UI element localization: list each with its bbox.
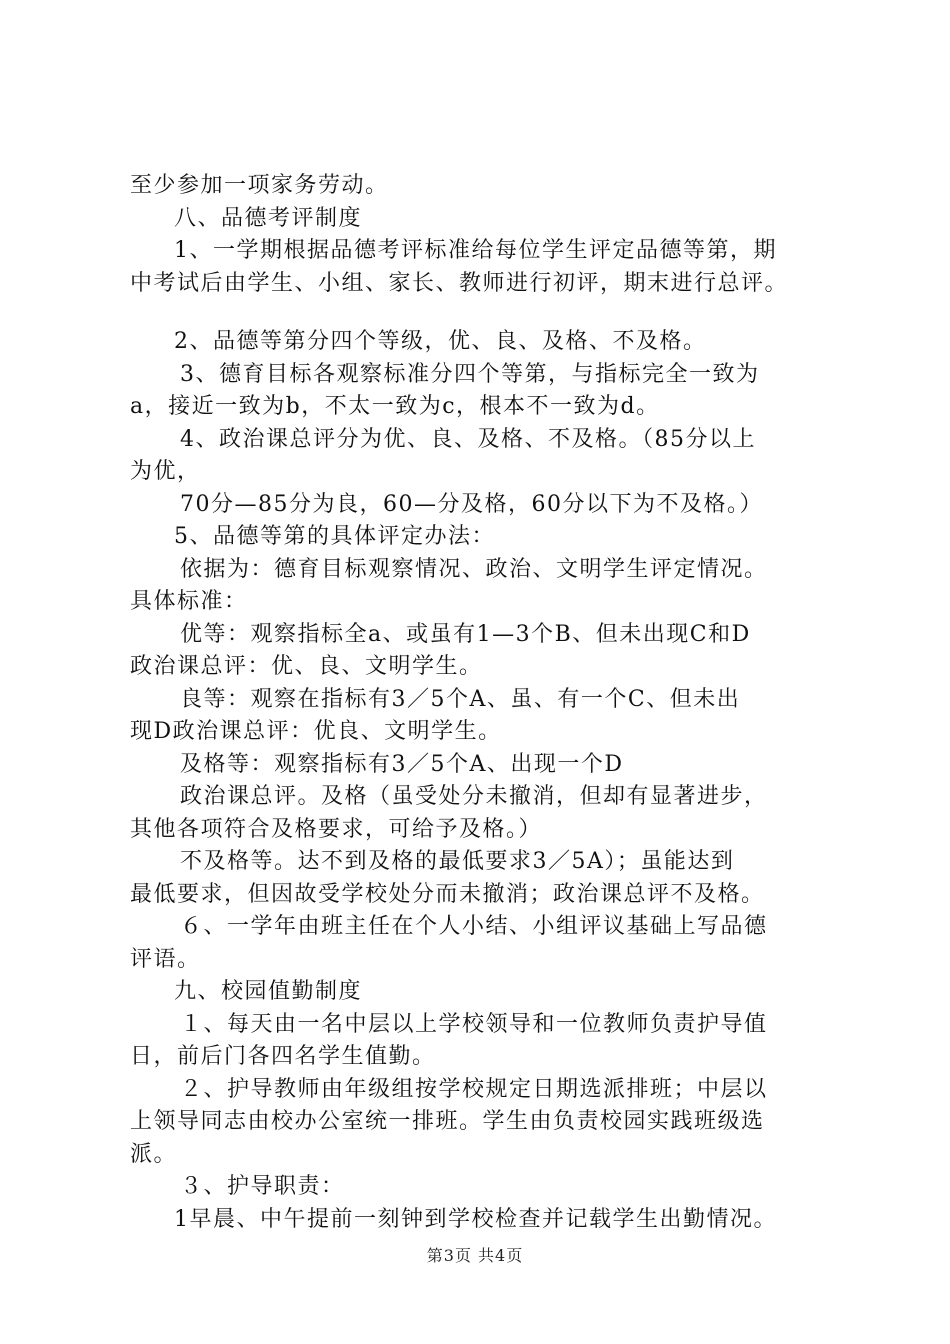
text-line: １、每天由一名中层以上学校领导和一位教师负责护导值: [180, 1011, 768, 1037]
text-line: a，接近一致为b，不太一致为c，根本不一致为d。: [130, 394, 660, 419]
text-line: 1早晨、中午提前一刻钟到学校检查并记载学生出勤情况。: [174, 1206, 777, 1232]
text-line: 政治课总评：优、良、文明学生。: [130, 654, 483, 679]
text-line: 具体标准：: [130, 589, 248, 614]
paragraph-gap: [130, 300, 840, 326]
text-line: 派。: [130, 1141, 178, 1167]
text-line: 最低要求，但因故受学校处分而未撤消；政治课总评不及格。: [130, 881, 765, 907]
text-line: 政治课总评。及格（虽受处分未撤消，但却有显著进步，: [180, 784, 768, 809]
text-line: 及格等：观察指标有3／5个A、出现一个D: [180, 751, 624, 777]
text-line: 现D政治课总评：优良、文明学生。: [130, 719, 502, 744]
text-line: 至少参加一项家务劳动。: [130, 173, 389, 198]
document-body: [130, 170, 840, 1236]
section-heading: 八、品德考评制度: [174, 205, 363, 231]
text-line: 3、德育目标各观察标准分四个等第，与指标完全一致为: [180, 361, 760, 387]
text-line: ２、护导教师由年级组按学校规定日期选派排班；中层以: [180, 1076, 768, 1102]
text-line: 评语。: [130, 946, 201, 972]
text-line: 日，前后门各四名学生值勤。: [130, 1044, 436, 1069]
page-footer: 第3页 共4页: [426, 1246, 524, 1265]
section-heading: 九、校园值勤制度: [174, 979, 363, 1004]
text-line: 1、一学期根据品德考评标准给每位学生评定品德等第，期: [174, 238, 777, 263]
text-line: ６、一学年由班主任在个人小结、小组评议基础上写品德: [180, 914, 768, 939]
text-line: 2、品德等第分四个等级，优、良、及格、不及格。: [174, 329, 707, 354]
text-line: 4、政治课总评分为优、良、及格、不及格。（85分以上: [180, 426, 756, 452]
text-line: 依据为：德育目标观察情况、政治、文明学生评定情况。: [180, 556, 768, 582]
text-line: 70分—85分为良，60—分及格，60分以下为不及格。）: [180, 491, 763, 517]
text-line: 良等：观察在指标有3／5个A、虽、有一个C、但未出: [180, 686, 741, 712]
text-line: 中考试后由学生、小组、家长、教师进行初评，期末进行总评。: [130, 270, 789, 296]
text-line: 优等：观察指标全a、或虽有1—3个B、但未出现C和D: [180, 621, 751, 647]
text-line: ３、护导职责：: [180, 1174, 345, 1199]
text-line: 为优，: [130, 459, 201, 484]
text-line: 5、品德等第的具体评定办法：: [174, 524, 495, 549]
text-line: 其他各项符合及格要求，可给予及格。）: [130, 816, 543, 842]
text-line: 上领导同志由校办公室统一排班。学生由负责校园实践班级选: [130, 1109, 765, 1134]
text-line: 不及格等。达不到及格的最低要求3／5A）；虽能达到: [180, 849, 735, 874]
